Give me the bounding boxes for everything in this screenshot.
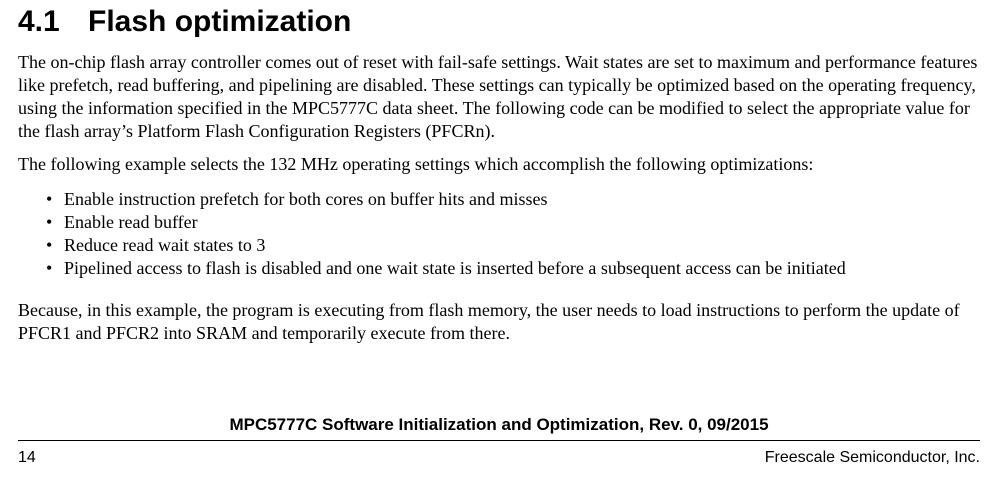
section-heading [18,2,351,42]
footer-divider [18,440,980,441]
bullet-icon: • [46,235,53,255]
company-name: Freescale Semiconductor, Inc. [764,449,980,466]
section-number: 4.1 [18,5,60,38]
bullet-icon: • [46,189,53,209]
list-item [18,234,980,257]
list-item [18,257,980,280]
list-item-text: Reduce read wait states to 3 [64,235,266,255]
bullet-icon: • [46,258,53,278]
list-item-text: Enable read buffer [64,212,198,232]
bullet-icon: • [46,212,53,232]
optimization-list [18,188,980,280]
page-number: 14 [18,449,36,466]
sram-paragraph: Because, in this example, the program is executing from flash memory, the user needs to load instructions to perform the update of PFCR1 and PFCR2 into SRAM and temporarily execute from there. [18,300,960,343]
list-item-text: Pipelined access to flash is disabled and one wait state is inserted before a subsequent access can be initiated [64,258,846,278]
list-item-text: Enable instruction prefetch for both cores on buffer hits and misses [64,189,548,209]
section-title: Flash optimization [88,5,352,38]
intro-paragraph: The on-chip flash array controller comes out of reset with fail-safe settings. Wait states are set to maximum and performance features like prefetch, read buffering, and pipelining are disabled. These settings can typically be optimized based on the operating frequency, using the information specified in the MPC5777C data sheet. The following code can be modified to select the appropriate value for the flash array’s Platform Flash Configuration Registers (PFCRn). [18,52,978,141]
list-item [18,188,980,211]
example-intro-paragraph: The following example selects the 132 MHz operating settings which accomplish the following optimizations: [18,154,814,174]
list-item [18,211,980,234]
footer-title: MPC5777C Software Initialization and Optimization, Rev. 0, 09/2015 [229,415,769,434]
